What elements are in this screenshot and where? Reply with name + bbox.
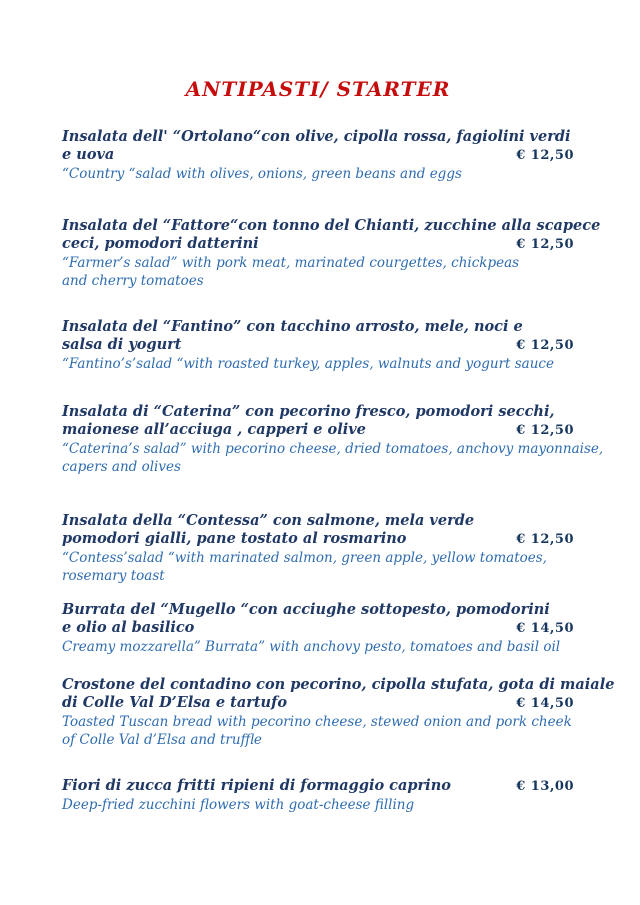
- item-name-text: di Colle Val D’Elsa e tartufo: [62, 694, 288, 711]
- item-name-text: ceci, pomodori datterini: [62, 235, 259, 252]
- item-name-text: salsa di yogurt: [62, 336, 182, 353]
- item-name-line: Insalata dell' “Ortolano“con olive, cipolla rossa, fagiolini verdi: [62, 128, 571, 145]
- item-price: € 12,50: [516, 423, 574, 438]
- item-description-line: of Colle Val d’Elsa and truffle: [62, 732, 262, 748]
- item-description-line: “Contess’salad “with marinated salmon, green apple, yellow tomatoes,: [62, 550, 547, 566]
- item-name-text: Fiori di zucca fritti ripieni di formaggio caprino: [62, 777, 451, 794]
- item-price: € 14,50: [516, 621, 574, 636]
- item-description-line: “Caterina’s salad” with pecorino cheese, dried tomatoes, anchovy mayonnaise,: [62, 441, 604, 457]
- item-name-line: [62, 336, 574, 355]
- menu-section-title: ANTIPASTI/ STARTER: [185, 77, 451, 101]
- item-name-text: pomodori gialli, pane tostato al rosmarino: [62, 530, 407, 547]
- item-name-line: Insalata della “Contessa” con salmone, mela verde: [62, 512, 475, 529]
- item-price: € 12,50: [516, 148, 574, 163]
- menu-item-caterina: [62, 403, 604, 476]
- item-price: € 14,50: [516, 696, 574, 711]
- item-name-text: e uova: [62, 146, 115, 163]
- item-price: € 12,50: [516, 338, 574, 353]
- item-name-text: maionese all’acciuga , capperi e olive: [62, 421, 366, 438]
- item-price: € 12,50: [516, 532, 574, 547]
- item-name-line: [62, 421, 574, 440]
- menu-item-burrata: [62, 601, 574, 656]
- item-description-line: “Country “salad with olives, onions, green beans and eggs: [62, 166, 462, 182]
- item-name-line: [62, 694, 574, 713]
- item-description-line: rosemary toast: [62, 568, 165, 584]
- item-name-line: Burrata del “Mugello “con acciughe sottopesto, pomodorini: [62, 601, 550, 618]
- item-price: € 13,00: [516, 779, 574, 794]
- item-name-line: [62, 777, 574, 796]
- item-description-line: “Farmer’s salad” with pork meat, marinated courgettes, chickpeas: [62, 255, 520, 271]
- item-description-line: Deep-fried zucchini flowers with goat-cheese filling: [62, 797, 415, 813]
- menu-item-ortolano: [62, 128, 574, 183]
- item-price: € 12,50: [516, 237, 574, 252]
- item-name-line: [62, 530, 574, 549]
- item-description-line: Creamy mozzarella” Burrata” with anchovy pesto, tomatoes and basil oil: [62, 639, 561, 655]
- menu-item-fiori-di-zucca: [62, 777, 574, 814]
- item-name-line: [62, 146, 574, 165]
- menu-item-contessa: [62, 512, 574, 585]
- item-name-line: Crostone del contadino con pecorino, cipolla stufata, gota di maiale: [62, 676, 615, 693]
- item-description-line: and cherry tomatoes: [62, 273, 204, 289]
- item-name-line: Insalata del “Fattore“con tonno del Chianti, zucchine alla scapece: [62, 217, 601, 234]
- menu-item-crostone: [62, 676, 615, 749]
- item-description-line: “Fantino’s’salad “with roasted turkey, apples, walnuts and yogurt sauce: [62, 356, 554, 372]
- menu-item-fantino: [62, 318, 574, 373]
- item-name-line: [62, 235, 574, 254]
- item-description-line: capers and olives: [62, 459, 181, 475]
- item-description-line: Toasted Tuscan bread with pecorino cheese, stewed onion and pork cheek: [62, 714, 572, 730]
- item-name-line: [62, 619, 574, 638]
- item-name-line: Insalata del “Fantino” con tacchino arrosto, mele, noci e: [62, 318, 523, 335]
- item-name-line: Insalata di “Caterina” con pecorino fresco, pomodori secchi,: [62, 403, 555, 420]
- menu-item-fattore: [62, 217, 601, 290]
- item-name-text: e olio al basilico: [62, 619, 195, 636]
